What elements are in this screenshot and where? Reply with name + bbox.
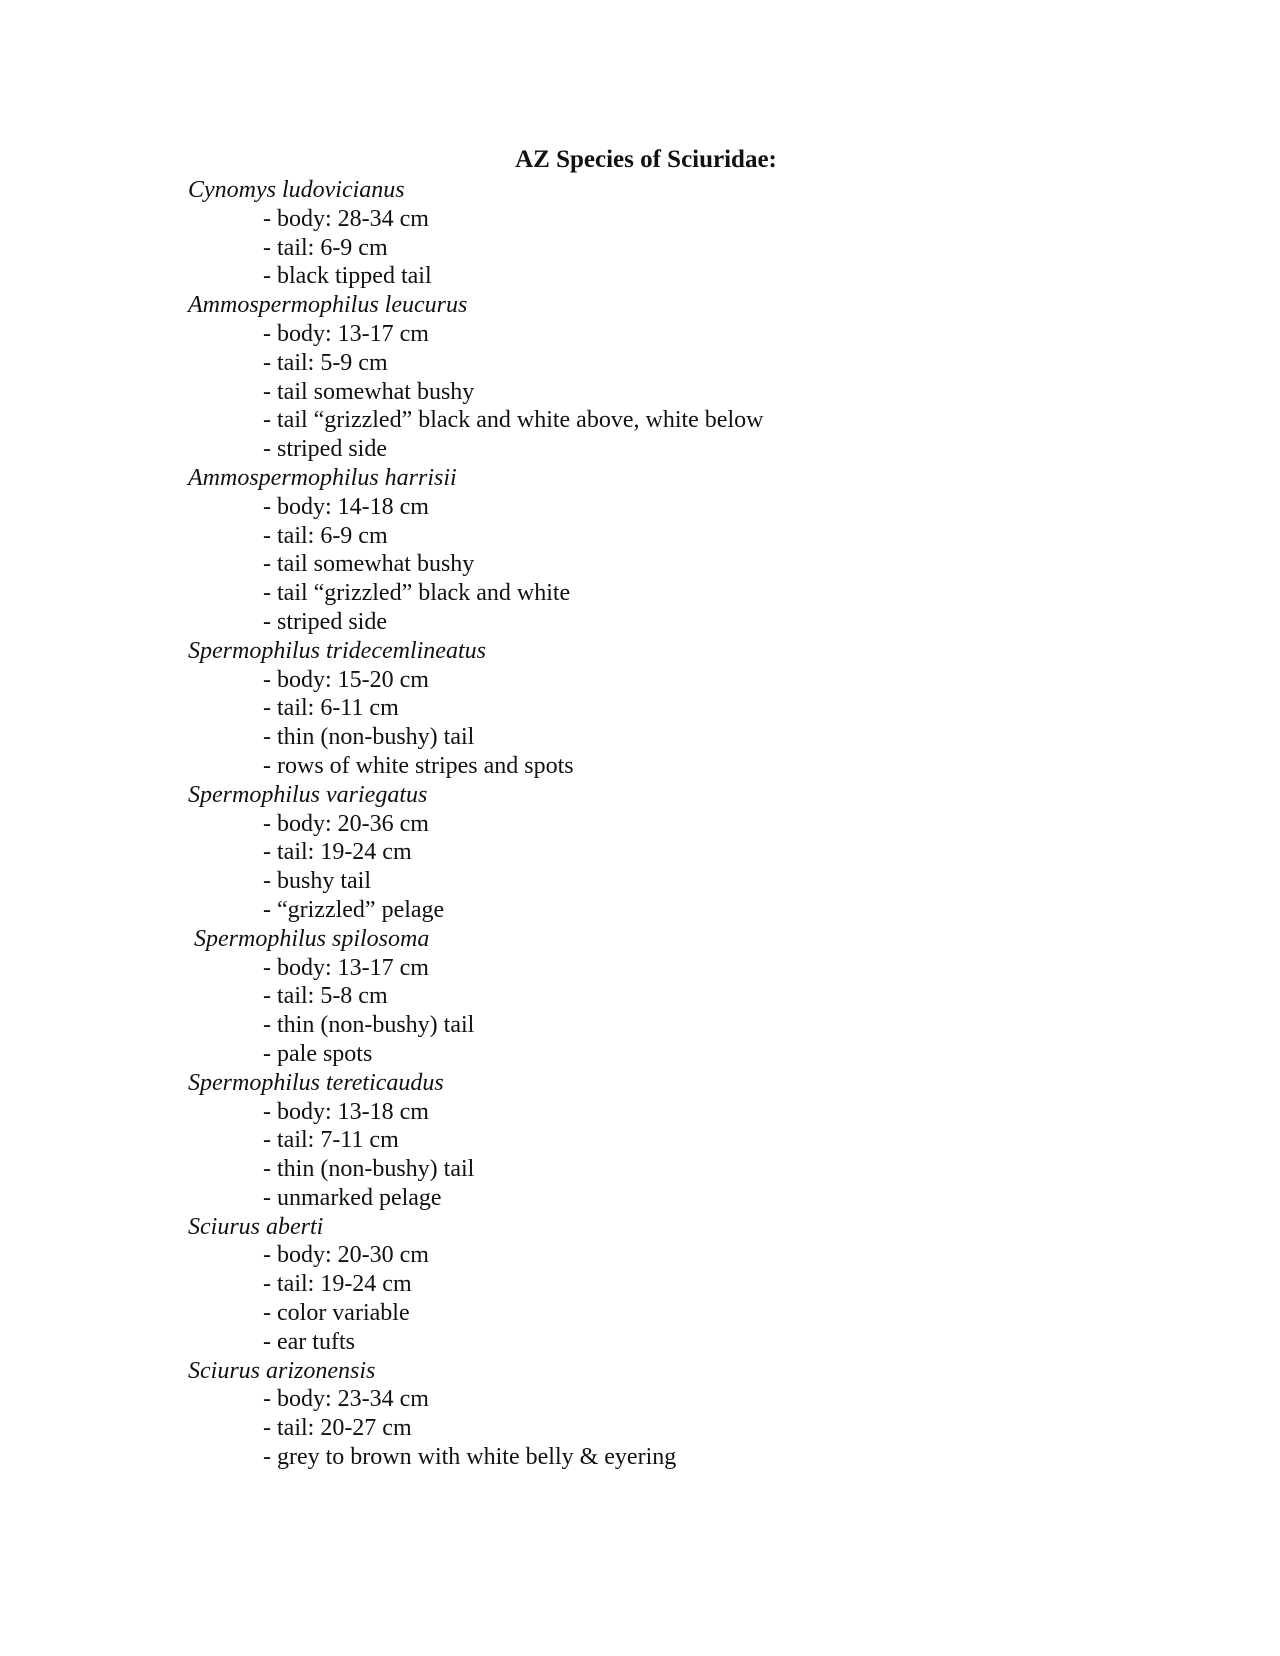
species-entry xyxy=(188,291,763,464)
species-trait: - body: 13-17 cm xyxy=(263,954,429,981)
species-trait: - tail: 19-24 cm xyxy=(263,839,412,866)
species-trait: - ear tufts xyxy=(263,1328,355,1355)
species-trait: - tail somewhat bushy xyxy=(263,378,475,405)
species-trait: - body: 14-18 cm xyxy=(263,493,429,520)
species-trait: - body: 20-30 cm xyxy=(263,1242,429,1269)
species-trait: - body: 23-34 cm xyxy=(263,1386,429,1413)
species-name: Ammospermophilus harrisii xyxy=(188,464,457,491)
species-entry xyxy=(188,781,763,925)
species-trait: - tail: 5-8 cm xyxy=(263,983,388,1010)
species-entry xyxy=(188,176,763,291)
species-list xyxy=(188,176,763,1472)
species-entry xyxy=(188,1357,763,1472)
species-trait: - tail: 20-27 cm xyxy=(263,1415,412,1442)
species-name: Spermophilus tridecemlineatus xyxy=(188,637,486,664)
species-name: Cynomys ludovicianus xyxy=(188,177,405,203)
species-trait: - body: 15-20 cm xyxy=(263,666,429,693)
species-trait: - thin (non-bushy) tail xyxy=(263,724,475,751)
species-trait: - thin (non-bushy) tail xyxy=(263,1156,475,1183)
species-trait: - tail: 19-24 cm xyxy=(263,1271,412,1298)
species-trait: - body: 28-34 cm xyxy=(263,205,429,232)
species-trait: - tail somewhat bushy xyxy=(263,551,475,578)
species-trait: - tail “grizzled” black and white above, white below xyxy=(263,407,764,434)
species-entry xyxy=(188,637,763,781)
species-name: Sciurus aberti xyxy=(188,1213,324,1240)
species-trait: - black tipped tail xyxy=(263,263,432,290)
species-trait: - tail: 6-9 cm xyxy=(263,522,388,549)
species-name: Ammospermophilus leucurus xyxy=(188,292,468,319)
species-trait: - unmarked pelage xyxy=(263,1184,442,1211)
species-trait: - tail: 6-9 cm xyxy=(263,234,388,261)
species-trait: - color variable xyxy=(263,1300,410,1327)
species-entry xyxy=(188,1213,763,1357)
species-entry xyxy=(188,925,763,1069)
species-trait: - body: 13-18 cm xyxy=(263,1098,429,1125)
species-trait: - “grizzled” pelage xyxy=(263,896,445,923)
species-entry xyxy=(188,1069,763,1213)
species-trait: - tail: 7-11 cm xyxy=(263,1127,399,1154)
species-trait: - tail: 5-9 cm xyxy=(263,349,388,376)
species-trait: - grey to brown with white belly & eyering xyxy=(263,1444,677,1471)
species-trait: - pale spots xyxy=(263,1040,373,1067)
species-entry xyxy=(188,464,763,637)
species-trait: - body: 20-36 cm xyxy=(263,810,429,837)
page-title: AZ Species of Sciuridae: xyxy=(515,146,777,173)
species-trait: - thin (non-bushy) tail xyxy=(263,1012,475,1039)
species-name: Spermophilus tereticaudus xyxy=(188,1069,444,1096)
species-trait: - tail: 6-11 cm xyxy=(263,695,399,722)
species-name: Spermophilus variegatus xyxy=(188,781,428,808)
species-trait: - bushy tail xyxy=(263,868,371,895)
species-name: Spermophilus spilosoma xyxy=(194,925,430,952)
species-trait: - striped side xyxy=(263,436,387,463)
species-trait: - tail “grizzled” black and white xyxy=(263,580,571,607)
species-name: Sciurus arizonensis xyxy=(188,1357,376,1384)
species-trait: - body: 13-17 cm xyxy=(263,320,429,347)
species-trait: - rows of white stripes and spots xyxy=(263,752,574,779)
species-trait: - striped side xyxy=(263,608,387,635)
